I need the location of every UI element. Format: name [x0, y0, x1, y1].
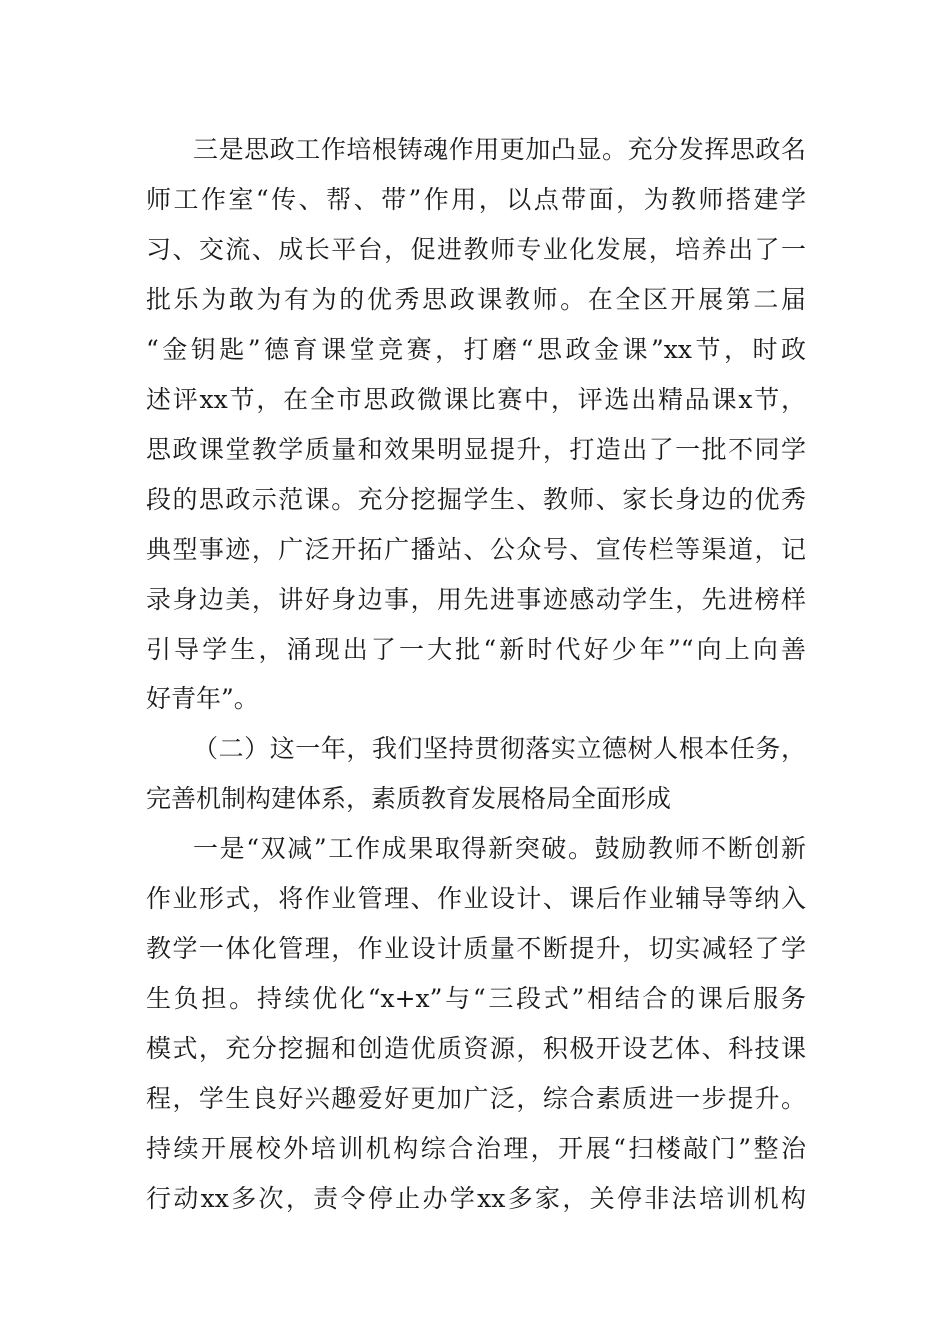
section-heading-line-1: （二）这一年，我们坚持贯彻落实立德树人根本任务，	[193, 734, 806, 763]
paragraph-4-line-2: 作业形式，将作业管理、作业设计、课后作业辅导等纳入	[146, 884, 806, 913]
paragraph-3-line-7: 思政课堂教学质量和效果明显提升，打造出了一批不同学	[146, 435, 806, 464]
paragraph-4-line-5: 模式，充分挖掘和创造优质资源，积极开设艺体、科技课	[146, 1034, 806, 1063]
section-heading-line-2: 完善机制构建体系，素质教育发展格局全面形成	[146, 784, 672, 813]
paragraph-3-line-5: “金钥匙”德育课堂竞赛，打磨“思政金课”xx节，时政	[146, 335, 806, 364]
paragraph-3-line-2: 师工作室“传、帮、带”作用，以点带面，为教师搭建学	[146, 185, 806, 214]
paragraph-4-line-3: 教学一体化管理，作业设计质量不断提升，切实减轻了学	[146, 934, 806, 963]
paragraph-4-line-6: 程，学生良好兴趣爱好更加广泛，综合素质进一步提升。	[146, 1084, 806, 1113]
paragraph-3-line-8: 段的思政示范课。充分挖掘学生、教师、家长身边的优秀	[146, 485, 806, 514]
paragraph-3-line-9: 典型事迹，广泛开拓广播站、公众号、宣传栏等渠道，记	[146, 535, 806, 564]
paragraph-4-line-7: 持续开展校外培训机构综合治理，开展“扫楼敲门”整治	[146, 1134, 806, 1163]
paragraph-3-line-11: 引导学生，涌现出了一大批“新时代好少年”“向上向善	[146, 635, 806, 664]
paragraph-4-line-1: 一是“双减”工作成果取得新突破。鼓励教师不断创新	[193, 834, 806, 863]
paragraph-3-line-1: 三是思政工作培根铸魂作用更加凸显。充分发挥思政名	[193, 135, 806, 164]
paragraph-3-line-10: 录身边美，讲好身边事，用先进事迹感动学生，先进榜样	[146, 585, 806, 614]
paragraph-3-line-4: 批乐为敢为有为的优秀思政课教师。在全区开展第二届	[146, 285, 806, 314]
paragraph-4-line-4: 生负担。持续优化“x+x”与“三段式”相结合的课后服务	[146, 984, 806, 1013]
paragraph-4-line-8: 行动xx多次，责令停止办学xx多家，关停非法培训机构	[146, 1184, 806, 1213]
paragraph-3-line-3: 习、交流、成长平台，促进教师专业化发展，培养出了一	[146, 235, 806, 264]
paragraph-3-line-6: 述评xx节，在全市思政微课比赛中，评选出精品课x节，	[146, 385, 806, 414]
paragraph-3-line-12: 好青年”。	[146, 684, 259, 713]
